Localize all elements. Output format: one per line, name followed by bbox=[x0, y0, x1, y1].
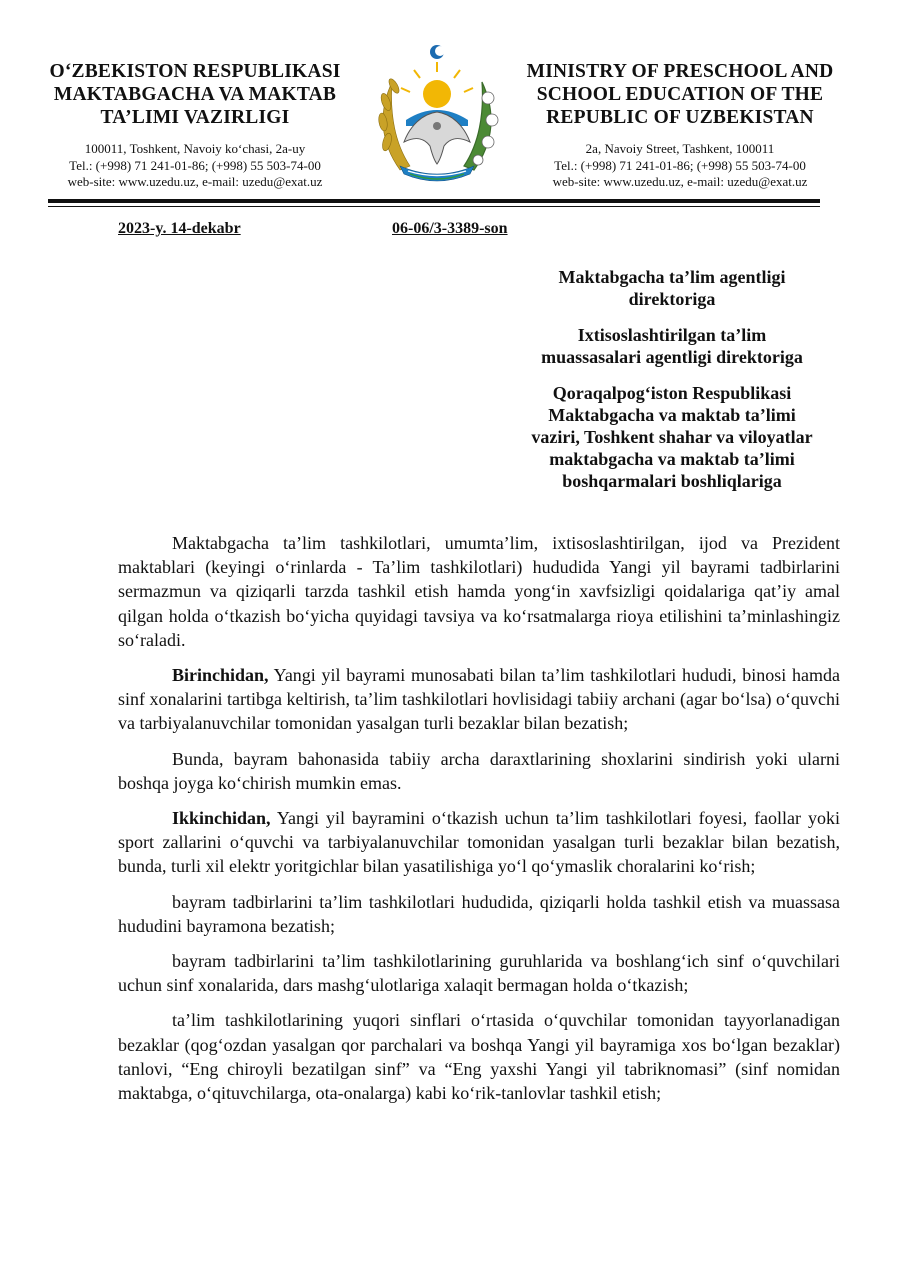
letterhead-uzbek bbox=[30, 60, 360, 191]
ministry-name-uz bbox=[30, 60, 360, 129]
org-line: MINISTRY OF PRESCHOOL AND bbox=[526, 61, 834, 82]
header-divider-thick bbox=[48, 199, 820, 203]
addressee-line: Qoraqalpog‘iston Respublikasi bbox=[552, 383, 792, 403]
addressee-line: direktoriga bbox=[628, 289, 716, 309]
addressee-line: vaziri, Toshkent shahar va viloyatlar bbox=[531, 427, 813, 447]
addressee bbox=[480, 324, 864, 368]
org-line: O‘ZBEKISTON RESPUBLIKASI bbox=[49, 61, 341, 82]
body-paragraph-second bbox=[118, 806, 840, 879]
body-paragraph: bayram tadbirlarini ta’lim tashkilotlarining guruhlarida va boshlang‘ich sinf o‘quvchilari uchun sinf xonalarida, dars mashg‘ulotlariga xalaqit bermagan holda o‘tkazish; bbox=[118, 951, 840, 996]
body-paragraph: Bunda, bayram bahonasida tabiiy archa daraxtlarining shoxlarini sindirish yoki ularni boshqa joyga ko‘chirish mumkin emas. bbox=[118, 748, 840, 793]
web-email-line: web-site: www.uzedu.uz, e-mail: uzedu@exat.uz bbox=[67, 174, 323, 189]
body-paragraph: ta’lim tashkilotlarining yuqori sinflari o‘rtasida o‘quvchilar tomonidan tayyorlanadigan bezaklar (qog‘ozdan yasalgan qor parchalari va boshqa Yangi yil bayramiga xos bo‘lgan bezaklar) tanlovi, “Eng chiroyli bezatilgan sinf” va “Eng yaxshi Yangi yil tabriknomasi” (sinf nomidan maktabga, o‘qituvchilarga, ota-onalarga) kabi ko‘rik-tanlovlar tashkil etish; bbox=[118, 1010, 840, 1104]
postal-address: 2a, Navoiy Street, Tashkent, 100011 bbox=[585, 141, 775, 156]
phone-line: Tel.: (+998) 71 241-01-86; (+998) 55 503-74-00 bbox=[69, 157, 321, 173]
contact-block-en bbox=[515, 141, 845, 191]
addressee bbox=[480, 382, 864, 492]
paragraph-lead: Ikkinchidan, bbox=[172, 808, 271, 829]
addressee-line: Maktabgacha ta’lim agentligi bbox=[558, 267, 786, 287]
addressee bbox=[480, 266, 864, 310]
org-line: MAKTABGACHA VA MAKTAB bbox=[53, 84, 337, 105]
ministry-name-en bbox=[515, 60, 845, 129]
org-line: TA’LIMI VAZIRLIGI bbox=[100, 107, 290, 128]
document-date: 2023-y. 14-dekabr bbox=[118, 220, 241, 237]
paragraph-lead: Birinchidan, bbox=[172, 665, 269, 686]
document-number: 06-06/3-3389-son bbox=[392, 220, 508, 237]
paragraph-text: Yangi yil bayramini o‘tkazish uchun ta’lim tashkilotlari foyesi, faollar yoki sport zallarini o‘quvchi va tarbiyalanuvchilar tomonidan yasalgan turli bezaklar bilan bezatish, bunda, turli xil elektr yoritgichlar bilan yasatilishiga yo‘l qo‘ymaslik choralarini ko‘rish; bbox=[118, 808, 840, 877]
postal-address: 100011, Toshkent, Navoiy ko‘chasi, 2a-uy bbox=[84, 141, 306, 156]
org-line: SCHOOL EDUCATION OF THE bbox=[536, 84, 824, 105]
org-line: REPUBLIC OF UZBEKISTAN bbox=[546, 107, 814, 128]
body-paragraph-intro: Maktabgacha ta’lim tashkilotlari, umumta’lim, ixtisoslashtirilgan, ijod va Prezident maktablari (keyingi o‘rinlarda - Ta’lim tashkilotlari) hududida Yangi yil bayrami tadbirlarini sermazmun va qiziqarli tarzda tashkil etish hamda yong‘in xavfsizligi qoidalariga qat’iy amal qilgan holda o‘tkazish bo‘yicha quyidagi tavsiya va ko‘rsatmalarga rioya etilishini ta’minlashingiz so‘raladi. bbox=[118, 533, 840, 650]
web-email-line: web-site: www.uzedu.uz, e-mail: uzedu@exat.uz bbox=[552, 174, 808, 189]
addressee-line: muassasalari agentligi direktoriga bbox=[541, 347, 803, 367]
phone-line: Tel.: (+998) 71 241-01-86; (+998) 55 503-74-00 bbox=[554, 157, 806, 173]
letter-body bbox=[118, 531, 840, 1116]
state-emblem-icon bbox=[370, 42, 504, 182]
header-divider-thin bbox=[48, 206, 820, 207]
addressee-line: Ixtisoslashtirilgan ta’lim bbox=[577, 325, 767, 345]
contact-block-uz bbox=[30, 141, 360, 191]
addressee-line: boshqarmalari boshliqlariga bbox=[562, 471, 782, 491]
paragraph-text: Yangi yil bayrami munosabati bilan ta’lim tashkilotlari hududi, binosi hamda sinf xonalarini tartibga keltirish, ta’lim tashkilotlari hovlisidagi tabiiy archani (agar bo‘lsa) o‘quvchi va tarbiyalanuvchilar tomonidan yasalgan turli bezaklar bilan bezatish; bbox=[118, 665, 840, 734]
addressee-block bbox=[480, 266, 864, 506]
body-paragraph-first bbox=[118, 663, 840, 736]
letterhead-english bbox=[515, 60, 845, 191]
addressee-line: maktabgacha va maktab ta’limi bbox=[549, 449, 795, 469]
addressee-line: Maktabgacha va maktab ta’limi bbox=[548, 405, 796, 425]
body-paragraph: bayram tadbirlarini ta’lim tashkilotlari hududida, qiziqarli holda tashkil etish va muassasa hududini bayramona bezatish; bbox=[118, 891, 840, 936]
